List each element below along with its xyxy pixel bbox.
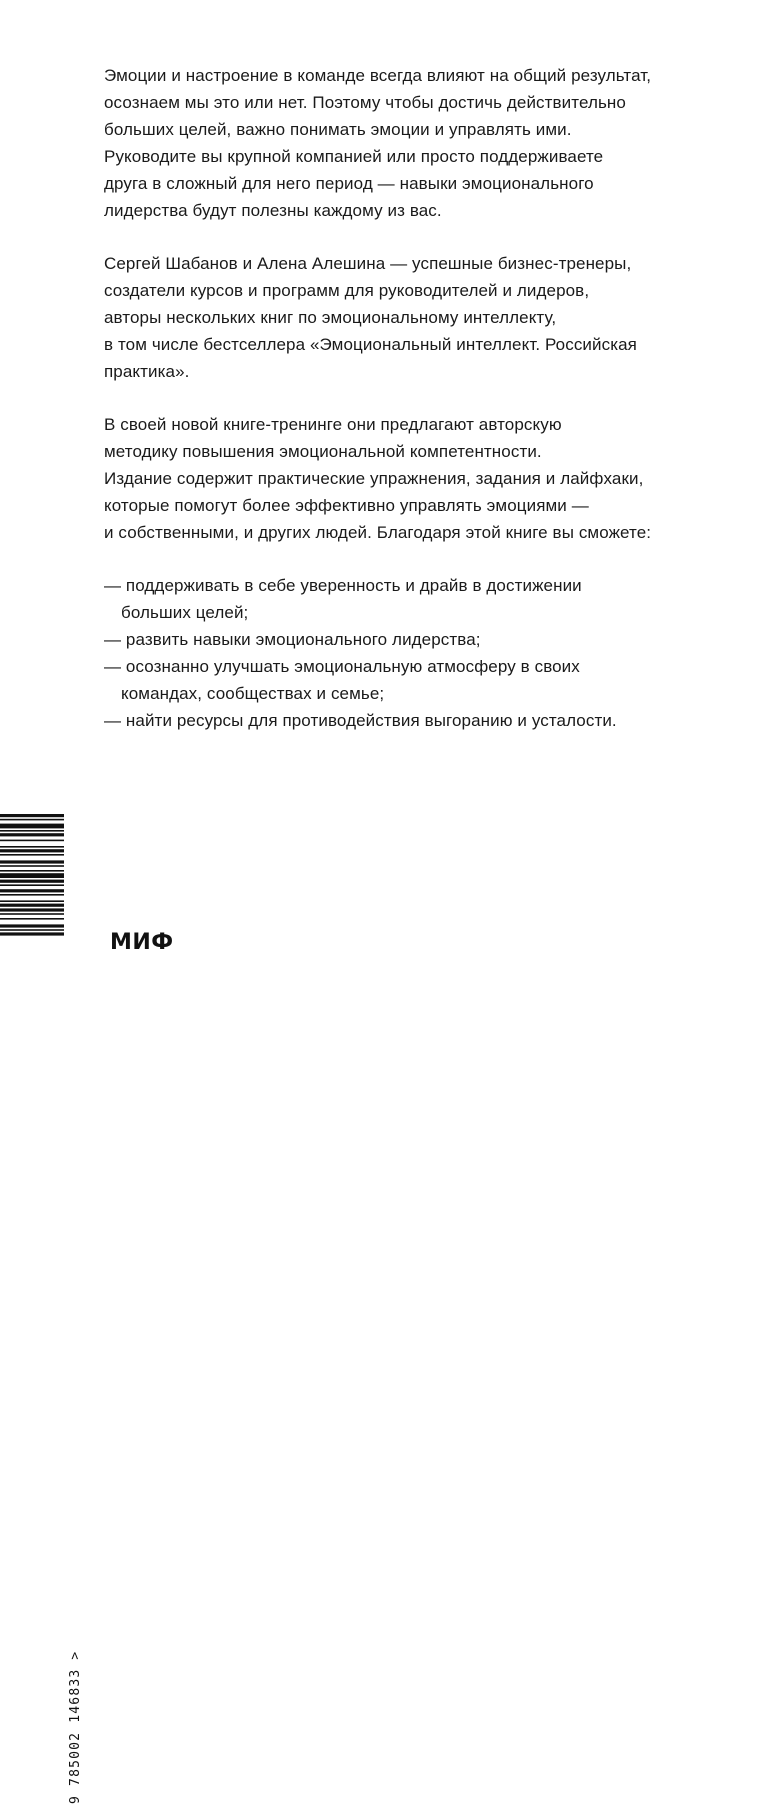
barcode-bar xyxy=(0,824,64,829)
benefits-list xyxy=(104,572,704,734)
barcode-bar xyxy=(0,889,64,892)
barcode-bar xyxy=(0,846,64,848)
barcode-bar xyxy=(0,873,64,878)
barcode-bar xyxy=(0,849,64,852)
barcode-bar xyxy=(0,913,64,915)
barcode-bar xyxy=(0,833,64,836)
isbn-digits-text: 9 785002 146833 xyxy=(68,1668,83,1804)
text-line: практика». xyxy=(104,362,190,381)
paragraph-intro xyxy=(104,62,704,224)
blurb-text xyxy=(104,62,704,734)
text-line: авторы нескольких книг по эмоциональному интеллекту, xyxy=(104,308,557,327)
text-line: Сергей Шабанов и Алена Алешина — успешные бизнес-тренеры, xyxy=(104,254,632,273)
text-line: методику повышения эмоциональной компетентности. xyxy=(104,442,542,461)
isbn-barcode xyxy=(0,808,92,1804)
list-item-text: больших целей; xyxy=(121,603,249,622)
barcode-bar xyxy=(0,865,64,867)
text-line: друга в сложный для него период — навыки эмоционального xyxy=(104,174,594,193)
text-line: Эмоции и настроение в команде всегда влияют на общий результат, xyxy=(104,66,652,85)
text-line: Руководите вы крупной компанией или просто поддерживаете xyxy=(104,147,604,166)
list-item xyxy=(104,626,704,653)
list-item-text: — осознанно улучшать эмоциональную атмосферу в своих xyxy=(104,657,580,676)
list-item-text: командах, сообществах и семье; xyxy=(121,684,385,703)
text-line: Издание содержит практические упражнения, задания и лайфхаки, xyxy=(104,469,644,488)
barcode-bar xyxy=(0,870,64,872)
barcode-bar xyxy=(0,900,64,902)
barcode-bar xyxy=(0,860,64,863)
text-line: и собственными, и других людей. Благодаря этой книге вы сможете: xyxy=(104,523,652,542)
barcode-bar xyxy=(0,880,64,883)
list-item xyxy=(104,707,704,734)
list-item-text: — найти ресурсы для противодействия выгоранию и усталости. xyxy=(104,711,617,730)
list-item-text: — поддерживать в себе уверенность и драйв в достижении xyxy=(104,576,582,595)
barcode-bar xyxy=(0,932,64,935)
barcode-bar xyxy=(0,894,64,896)
barcode-bar xyxy=(0,924,64,927)
paragraph-book xyxy=(104,411,704,546)
list-item-text: — развить навыки эмоционального лидерства; xyxy=(104,630,481,649)
barcode-bar xyxy=(0,929,64,931)
isbn-end-mark: > xyxy=(68,1650,83,1660)
text-line: которые помогут более эффективно управлять эмоциями — xyxy=(104,496,589,515)
barcode-bar xyxy=(0,904,64,907)
text-line: в том числе бестселлера «Эмоциональный интеллект. Российская xyxy=(104,335,637,354)
barcode-bar xyxy=(0,830,64,832)
publisher-logo: МИФ xyxy=(110,930,174,955)
text-line: больших целей, важно понимать эмоции и управлять ими. xyxy=(104,120,572,139)
barcode-bar xyxy=(0,918,64,920)
barcode-bar xyxy=(0,814,64,817)
text-line: осознаем мы это или нет. Поэтому чтобы достичь действительно xyxy=(104,93,626,112)
list-item xyxy=(104,653,704,707)
text-line: В своей новой книге-тренинге они предлагают авторскую xyxy=(104,415,562,434)
barcode-bar xyxy=(0,819,64,821)
barcode-bar xyxy=(0,884,64,886)
list-item xyxy=(104,572,704,626)
isbn-number xyxy=(68,1651,83,1804)
barcode-bar xyxy=(0,840,64,842)
text-line: создатели курсов и программ для руководителей и лидеров, xyxy=(104,281,590,300)
barcode-bars xyxy=(0,808,66,1000)
text-line: лидерства будут полезны каждому из вас. xyxy=(104,201,442,220)
barcode-bar xyxy=(0,908,64,911)
paragraph-authors xyxy=(104,250,704,385)
barcode-bar xyxy=(0,854,64,856)
